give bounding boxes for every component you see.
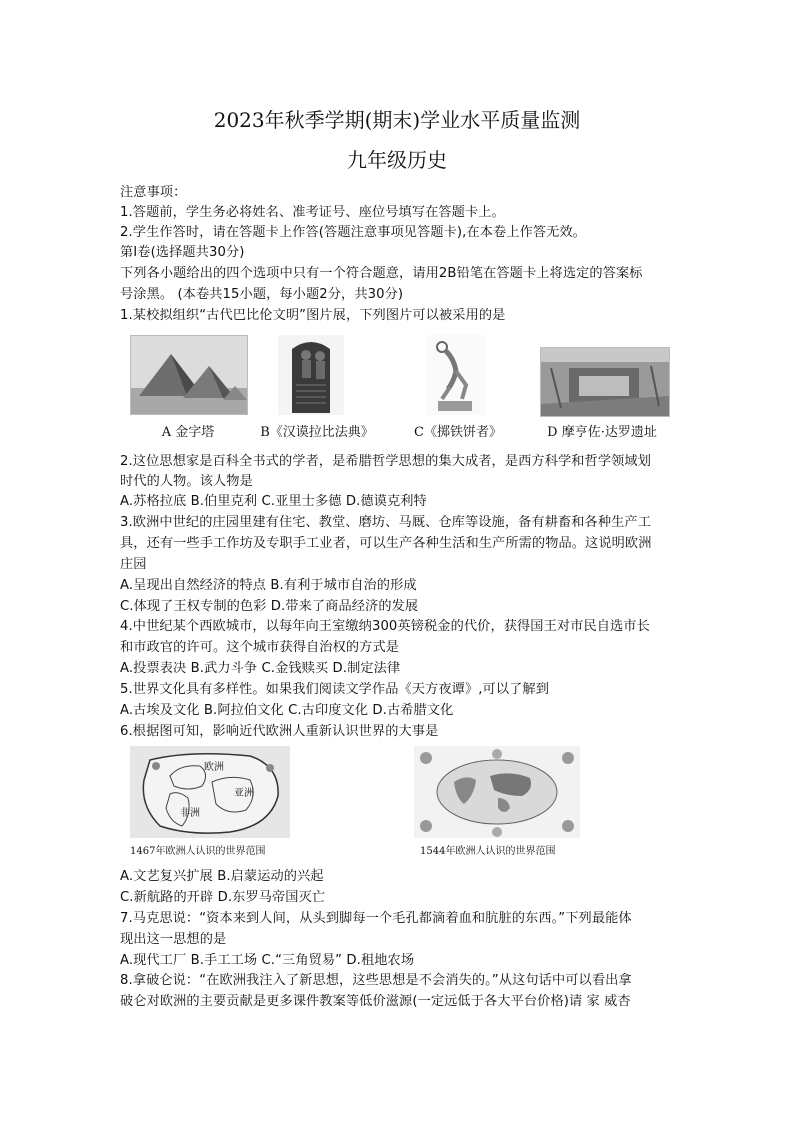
option-b-caption: B《汉谟拉比法典》 [260,425,374,440]
question-3-line-3: 庄园 [120,557,147,572]
question-5-line-1: 5.世界文化具有多样性。如果我们阅读文学作品《天方夜谭》,可以了解到 [120,682,549,697]
question-8-line-1: 8.拿破仑说：“在欧洲我注入了新思想，这些思想是不会消失的。”从这句话中可以看出拿 [120,973,632,988]
question-7-options: A.现代工厂 B.手工工场 C.“三角贸易” D.租地农场 [120,953,415,968]
option-c-caption: C《掷铁饼者》 [414,425,502,440]
question-3-line-2: 具，还有一些手工作坊及专职手工业者，可以生产各种生活和生产所需的物品。这说明欧洲 [120,536,652,551]
map-1544 [414,746,584,858]
question-4-line-2: 和市政官的许可。这个城市获得自治权的方式是 [120,640,400,655]
option-d-caption: D 摩亨佐·达罗遗址 [547,425,657,440]
section-heading: 第Ⅰ卷(选择题共30分) [120,245,245,260]
map-1544-caption: 1544年欧洲人认识的世界范围 [420,846,556,857]
code-of-hammurabi-image [278,335,344,415]
map-1467 [130,746,290,858]
notice-heading: 注意事项： [120,185,187,200]
question-7-line-1: 7.马克思说：“资本来到人间，从头到脚每一个毛孔都滴着血和肮脏的东西。”下列最能体 [120,911,632,926]
map-1467-caption: 1467年欧洲人认识的世界范围 [130,846,266,857]
exam-title: 2023年秋季学期(期末)学业水平质量监测 [213,108,581,132]
section-instruction-line-1: 下列各小题给出的四个选项中只有一个符合题意，请用2B铅笔在答题卡上将选定的答案标 [120,266,643,281]
question-7-line-2: 现出这一思想的是 [120,932,227,947]
option-a-caption: A 金字塔 [161,425,215,440]
map-label-africa: 非洲 [180,808,200,819]
question-2-line-2: 时代的人物。该人物是 [120,474,253,489]
mohenjo-daro-image [540,347,670,417]
map-label-asia: 亚洲 [234,788,254,799]
question-3-options-2: C.体现了王权专制的色彩 D.带来了商品经济的发展 [120,599,419,614]
section-instruction-line-2: 号涂黑。 (本卷共15小题，每小题2分，共30分) [120,287,404,302]
question-6-line-1: 6.根据图可知，影响近代欧洲人重新认识世界的大事是 [120,724,439,739]
question-5-options: A.古埃及文化 B.阿拉伯文化 C.古印度文化 D.古希腊文化 [120,703,454,718]
question-4-line-1: 4.中世纪某个西欧城市，以每年向王室缴纳300英镑税金的代价，获得国王对市民自选市长 [120,619,650,634]
question-2-options: A.苏格拉底 B.伯里克利 C.亚里士多德 D.德谟克利特 [120,494,427,509]
discobolus-image [426,335,486,415]
notice-item-2: 2.学生作答时，请在答题卡上作答(答题注意事项见答题卡),在本卷上作答无效。 [120,225,587,240]
pyramid-image [130,335,248,415]
question-2-line-1: 2.这位思想家是百科全书式的学者，是希腊哲学思想的集大成者，是西方科学和哲学领域划 [120,454,651,469]
question-1-stem: 1.某校拟组织“古代巴比伦文明”图片展，下列图片可以被采用的是 [120,308,506,323]
notice-item-1: 1.答题前，学生务必将姓名、准考证号、座位号填写在答题卡上。 [120,205,505,220]
question-1-images [130,335,670,445]
question-8-line-2: 破仑对欧洲的主要贡献是更多课件教案等低价滋源(一定远低于各大平台价格)请 家 威杏 [120,994,631,1009]
question-6-options-2: C.新航路的开辟 D.东罗马帝国灭亡 [120,890,326,905]
question-4-options: A.投票表决 B.武力斗争 C.金钱赎买 D.制定法律 [120,661,401,676]
exam-subtitle: 九年级历史 [347,148,447,172]
question-6-options-1: A.文艺复兴扩展 B.启蒙运动的兴起 [120,869,324,884]
map-label-europe: 欧洲 [204,762,224,773]
question-3-line-1: 3.欧洲中世纪的庄园里建有住宅、教堂、磨坊、马厩、仓库等设施，备有耕畜和各种生产工 [120,515,651,530]
question-3-options-1: A.呈现出自然经济的特点 B.有利于城市自治的形成 [120,578,417,593]
